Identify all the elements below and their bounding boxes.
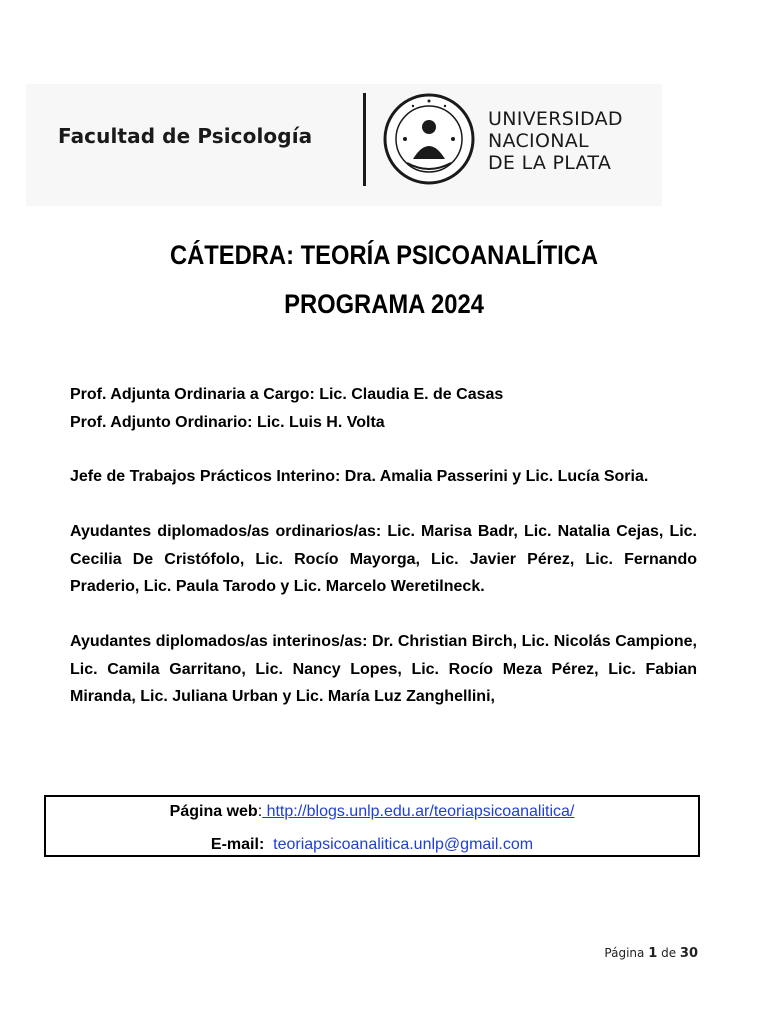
university-line: DE LA PLATA (488, 152, 612, 174)
course-title: CÁTEDRA: TEORÍA PSICOANALÍTICA (169, 240, 599, 270)
university-name (488, 108, 623, 174)
program-title: PROGRAMA 2024 (284, 289, 484, 319)
email-link[interactable]: teoriapsicoanalitica.unlp@gmail.com (273, 836, 534, 853)
web-line (46, 803, 698, 821)
web-label: Página web (169, 803, 258, 820)
page-total: 30 (679, 946, 698, 961)
web-colon: : (257, 803, 263, 820)
professors-block (70, 381, 697, 436)
page-word: Página (604, 946, 645, 960)
web-link[interactable]: http://blogs.unlp.edu.ar/teoriapsicoanalitica/ (262, 803, 575, 820)
email-line (46, 836, 698, 854)
contact-box (44, 795, 700, 857)
university-line: UNIVERSIDAD (488, 108, 623, 130)
page-number (604, 946, 698, 961)
ordinary-assistants-paragraph: Ayudantes diplomados/as ordinarios/as: Lic. Marisa Badr, Lic. Natalia Cejas, Lic. Cecilia De Cristófolo, Lic. Rocío Mayorga, Lic. Javier Pérez, Lic. Fernando Praderio, Lic. Paula Tarodo y Lic. Marcelo Weretilneck. (70, 523, 697, 595)
faculty-name: Facultad de Psicología (58, 124, 313, 148)
interim-assistants-paragraph: Ayudantes diplomados/as interinos/as: Dr. Christian Birch, Lic. Nicolás Campione, Lic. Camila Garritano, Lic. Nancy Lopes, Lic. Rocío Meza Pérez, Lic. Fabian Miranda, Lic. Juliana Urban y Lic. María Luz Zanghellini, (70, 633, 697, 705)
university-line: NACIONAL (488, 130, 589, 152)
jtp-line: Jefe de Trabajos Prácticos Interino: Dra. Amalia Passerini y Lic. Lucía Soria. (70, 468, 649, 485)
professor-line: Prof. Adjunta Ordinaria a Cargo: Lic. Claudia E. de Casas (70, 386, 504, 403)
header-divider (363, 93, 366, 186)
page-current: 1 (648, 946, 658, 961)
professor-line: Prof. Adjunto Ordinario: Lic. Luis H. Volta (70, 413, 385, 431)
of-word: de (661, 946, 677, 960)
university-seal-icon (383, 93, 475, 185)
email-label: E-mail: (210, 836, 265, 853)
